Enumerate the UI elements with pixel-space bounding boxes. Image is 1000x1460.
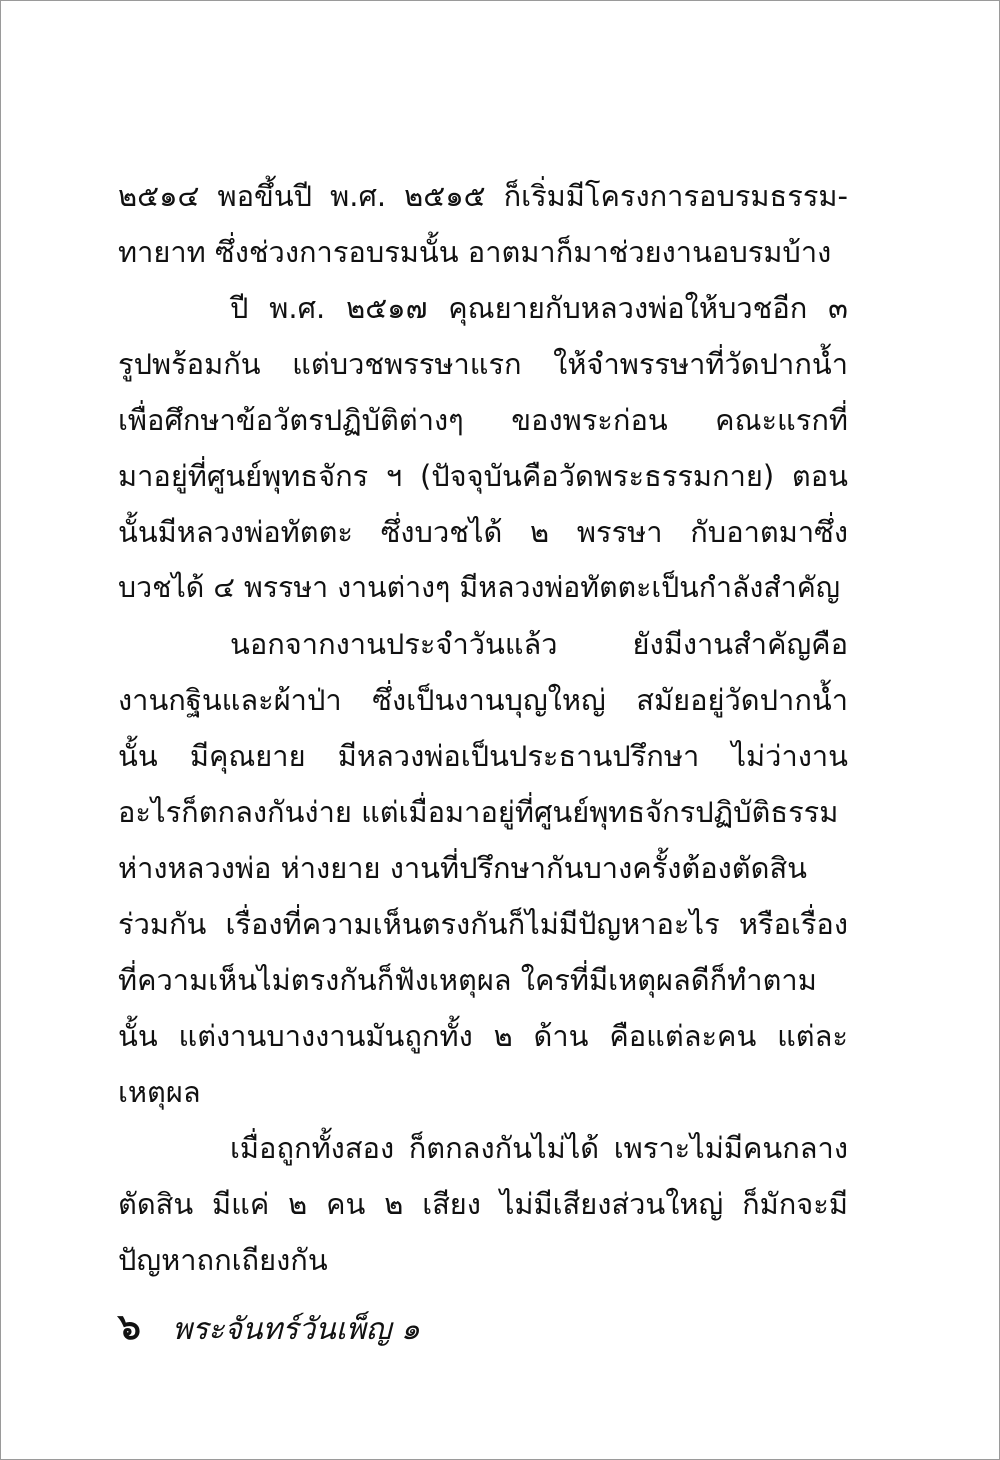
text-line: นอกจากงานประจำวันแล้ว ยังมีงานสำคัญคือ [230, 627, 848, 661]
text-line: งานกฐินและผ้าป่า ซึ่งเป็นงานบุญใหญ่ สมัยอยู่วัดปากน้ำ [118, 683, 848, 717]
body-text [118, 168, 848, 1288]
text-line: ร่วมกัน เรื่องที่ความเห็นตรงกันก็ไม่มีปัญหาอะไร หรือเรื่อง [118, 907, 848, 941]
text-line: นั้น มีคุณยาย มีหลวงพ่อเป็นประธานปรึกษา ไม่ว่างาน [118, 739, 848, 773]
text-line: เมื่อถูกทั้งสอง ก็ตกลงกันไม่ได้ เพราะไม่มีคนกลาง [230, 1131, 848, 1165]
text-line: เหตุผล [118, 1075, 201, 1109]
text-line: นั้นมีหลวงพ่อทัตตะ ซึ่งบวชได้ ๒ พรรษา กับอาตมาซึ่ง [118, 515, 848, 549]
text-line: ปี พ.ศ. ๒๕๑๗ คุณยายกับหลวงพ่อให้บวชอีก ๓ [230, 291, 848, 325]
text-line: ๒๕๑๔ พอขึ้นปี พ.ศ. ๒๕๑๕ ก็เริ่มมีโครงการอบรมธรรม- [118, 179, 848, 213]
text-line: เพื่อศึกษาข้อวัตรปฏิบัติต่างๆ ของพระก่อน คณะแรกที่ [118, 403, 848, 437]
text-line: บวชได้ ๔ พรรษา งานต่างๆ มีหลวงพ่อทัตตะเป็นกำลังสำคัญ [118, 571, 841, 604]
page-footer [118, 1302, 420, 1352]
text-line: ที่ความเห็นไม่ตรงกันก็ฟังเหตุผล ใครที่มีเหตุผลดีก็ทำตาม [118, 963, 817, 997]
text-line: อะไรก็ตกลงกันง่าย แต่เมื่อมาอยู่ที่ศูนย์พุทธจักรปฏิบัติธรรม [118, 795, 839, 829]
text-line: ปัญหาถกเถียงกัน [118, 1243, 328, 1277]
text-line: ทายาท ซึ่งช่วงการอบรมนั้น อาตมาก็มาช่วยงานอบรมบ้าง [118, 235, 832, 269]
text-line: มาอยู่ที่ศูนย์พุทธจักร ฯ (ปัจจุบันคือวัดพระธรรมกาย) ตอน [118, 459, 848, 493]
text-line: ห่างหลวงพ่อ ห่างยาย งานที่ปรึกษากันบางครั้งต้องตัดสิน [118, 851, 807, 885]
text-line: นั้น แต่งานบางงานมันถูกทั้ง ๒ ด้าน คือแต่ละคน แต่ละ [118, 1019, 848, 1053]
text-line: รูปพร้อมกัน แต่บวชพรรษาแรก ให้จำพรรษาที่วัดปากน้ำ [118, 347, 848, 381]
text-line: ตัดสิน มีแค่ ๒ คน ๒ เสียง ไม่มีเสียงส่วนใหญ่ ก็มักจะมี [118, 1187, 848, 1221]
page-number: ๖ [118, 1306, 141, 1348]
book-title: พระจันทร์วันเพ็ญ ๑ [172, 1312, 420, 1347]
